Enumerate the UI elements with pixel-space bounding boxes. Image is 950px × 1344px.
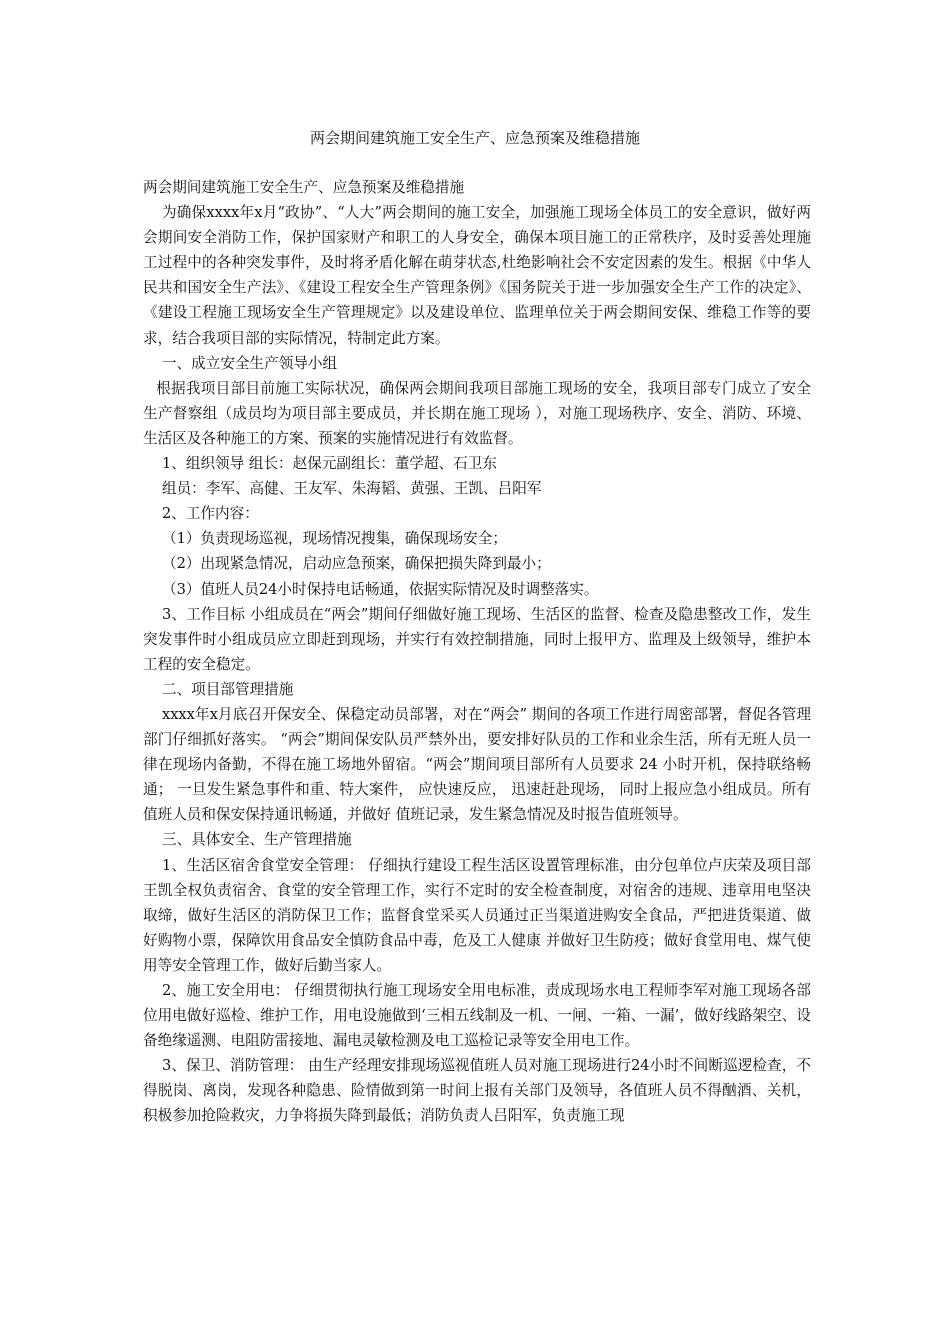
section-heading-1: 一、成立安全生产领导小组 [161, 354, 338, 372]
document-body [143, 175, 811, 1129]
list-item-work-content: 2、工作内容： [161, 505, 259, 523]
sub-item-2: （2）出现紧急情况，启动应急预案，确保把损失降到最小； [161, 555, 551, 573]
paragraph-section-1: 根据我项目部目前施工实际状况，确保两会期间我项目部施工现场的安全，我项目部专门成立了安全生产督察组（成员均为项目部主要成员，并长期在施工现场 ），对施工现场秩序、安全、消防、环境、生活区及各种施工的方案、预案的实施情况进行有效监督。 [143, 379, 811, 447]
section-heading-2: 二、项目部管理措施 [161, 680, 294, 698]
paragraph-dorm-canteen: 1、生活区宿舍食堂安全管理： 仔细执行建设工程生活区设置管理标准，由分包单位卢庆荣及项目部王凯全权负责宿舍、食堂的安全管理工作，实行不定时的安全检查制度，对宿舍的违规、违章用电坚决取缔，做好生活区的消防保卫工作；监督食堂采买人员通过正当渠道进购安全食品，严把进货渠道、做好购物小票，保障饮用食品安全慎防食品中毒，危及工人健康 并做好卫生防疫；做好食堂用电、煤气使用等安全管理工作，做好后勤当家人。 [143, 856, 811, 974]
paragraph-electricity: 2、施工安全用电： 仔细贯彻执行施工现场安全用电标准，责成现场水电工程师李军对施工现场各部位用电做好巡检、维护工作，用电设施做到‘三相五线制及一机、一闸、一箱、一漏’，做好线路架空、设备绝缘遥测、电阻防雷接地、漏电灵敏检测及电工巡检记录等安全用电工作。 [143, 982, 811, 1050]
paragraph-intro: 为确保xxxx年x月“政协”、“人大”两会期间的施工安全，加强施工现场全体员工的安全意识，做好两会期间安全消防工作，保护国家财产和职工的人身安全，确保本项目施工的正常秩序，及时妥善处理施工过程中的各种突发事件，及时将矛盾化解在萌芽状态,杜绝影响社会不安定因素的发生。根据《中华人民共和国安全生产法》、《建设工程安全生产管理条例》《国务院关于进一步加强安全生产工作的决定》、《建设工程施工现场安全生产管理规定》以及建设单位、监理单位关于两会期间安保、维稳工作等的要求，结合我项目部的实际情况，特制定此方案。 [143, 204, 811, 347]
paragraph-section-2: xxxx年x月底召开保安全、保稳定动员部署，对在“两会” 期间的各项工作进行周密部署，督促各管理部门仔细抓好落实。 “两会”期间保安队员严禁外出，要安排好队员的工作和业余生活，所有无班人员一律在现场内备勤，不得在施工场地外留宿。“两会”期间项目部所有人员要求 24 小时开机，保持联络畅通； 一旦发生紧急事件和重、特大案件， 应快速反应， 迅速赶赴现场， 同时上报应急小组成员。所有值班人员和保安保持通讯畅通，并做好 值班记录，发生紧急情况及时报告值班领导。 [143, 705, 811, 824]
section-heading-3: 三、具体安全、生产管理措施 [161, 831, 352, 849]
paragraph-security-fire: 3、保卫、消防管理： 由生产经理安排现场巡视值班人员对施工现场进行24小时不间断巡逻检查，不得脱岗、离岗，发现各种隐患、险情做到第一时间上报有关部门及领导，各值班人员不得酗酒、关机，积极参加抢险救灾，力争将损失降到最低；消防负责人吕阳军，负责施工现 [143, 1057, 811, 1125]
sub-item-1: （1）负责现场巡视，现场情况搜集，确保现场安全； [161, 530, 507, 548]
page-title: 两会期间建筑施工安全生产、应急预案及维稳措施 [309, 129, 640, 147]
list-item-work-goal: 3、工作目标 小组成员在“两会”期间仔细做好施工现场、生活区的监督、检查及隐患整改工作，发生突发事件时小组成员应立即赶到现场，并实行有效控制措施，同时上报甲方、监理及上级领导，维护本工程的安全稳定。 [143, 605, 811, 673]
sub-item-3: （3）值班人员24小时保持电话畅通，依据实际情况及时调整落实。 [161, 580, 599, 598]
body-heading: 两会期间建筑施工安全生产、应急预案及维稳措施 [143, 179, 465, 196]
list-item-leadership: 1、组织领导 组长：赵保元副组长：董学超、石卫东 [161, 455, 497, 473]
list-item-members: 组员：李军、高健、王友军、朱海韬、黄强、王凯、吕阳军 [161, 480, 542, 498]
